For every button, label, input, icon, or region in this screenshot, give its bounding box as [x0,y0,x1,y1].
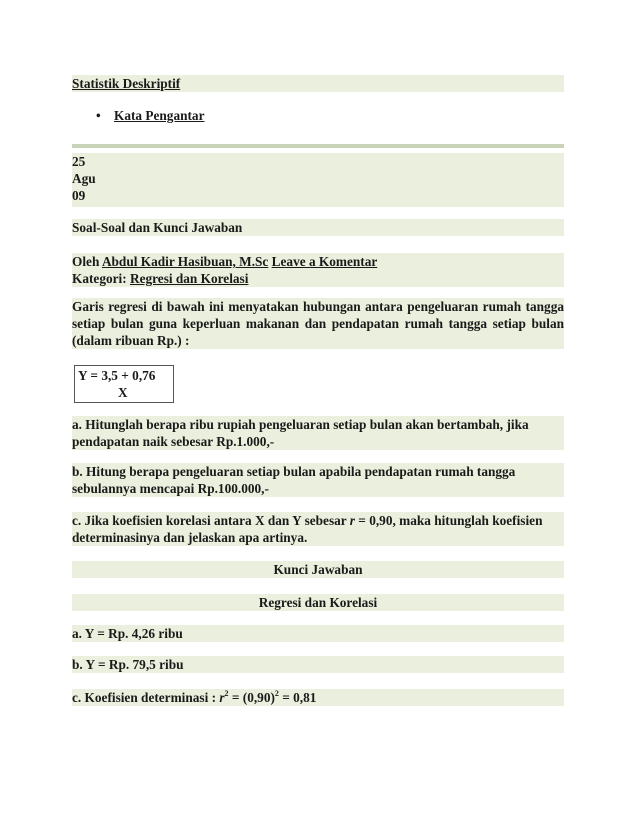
post-title-link[interactable]: Soal-Soal dan Kunci Jawaban [72,220,243,235]
category-link[interactable]: Regresi dan Korelasi [129,271,249,286]
post-meta [72,253,564,287]
answer-b: b. Y = Rp. 79,5 ribu [72,656,564,673]
formula-line2: X [118,385,128,400]
question-c [72,512,564,546]
intro-paragraph: Garis regresi di bawah ini menyatakan hubungan antara pengeluaran rumah tangga setiap bulan guna keperluan makanan dan pendapatan rumah tangga setiap bulan (dalam ribuan Rp.) : [72,299,564,348]
formula-line1: Y = 3,5 + 0,76 [78,368,156,383]
answer-c-r: r [219,690,225,705]
answer-c-sup1: 2 [224,689,229,698]
question-c-r: r [349,513,355,528]
question-c-part2: = 0,90, maka hitunglah koefisien determinasinya dan jelaskan apa artinya. [72,513,543,545]
answer-c-end: = 0,81 [282,690,317,705]
answer-c [72,689,564,706]
blog-title[interactable] [72,75,564,92]
author-link[interactable]: Abdul Kadir Hasibuan, M.Sc [101,254,269,269]
divider [72,144,564,148]
answer-heading: Kunci Jawaban [72,561,564,578]
blog-title-link[interactable]: Statistik Deskriptif [72,76,181,91]
comment-link[interactable]: Leave a Komentar [271,254,378,269]
post-title[interactable] [72,219,564,236]
answer-c-sup2: 2 [274,689,279,698]
answer-a: a. Y = Rp. 4,26 ribu [72,625,564,642]
date-month: Agu [72,171,96,186]
answer-c-prefix: c. Koefisien determinasi : [72,690,217,705]
by-prefix: Oleh [72,254,100,269]
nav-item-kata-pengantar[interactable]: Kata Pengantar [114,108,205,123]
question-b: b. Hitung berapa pengeluaran setiap bulan apabila pendapatan rumah tangga sebulannya mencapai Rp.100.000,- [72,463,564,497]
post-date [72,153,564,207]
regression-formula [74,365,174,403]
bullet-icon: • [96,108,101,123]
answer-subheading: Regresi dan Korelasi [72,594,564,611]
answer-c-mid: = (0,90) [231,690,275,705]
question-a: a. Hitunglah berapa ribu rupiah pengeluaran setiap bulan akan bertambah, jika pendapatan naik sebesar Rp.1.000,- [72,416,564,450]
category-prefix: Kategori: [72,271,127,286]
date-day: 25 [72,154,86,169]
question-c-part1: c. Jika koefisien korelasi antara X dan Y sebesar [72,513,347,528]
date-year: 09 [72,188,86,203]
